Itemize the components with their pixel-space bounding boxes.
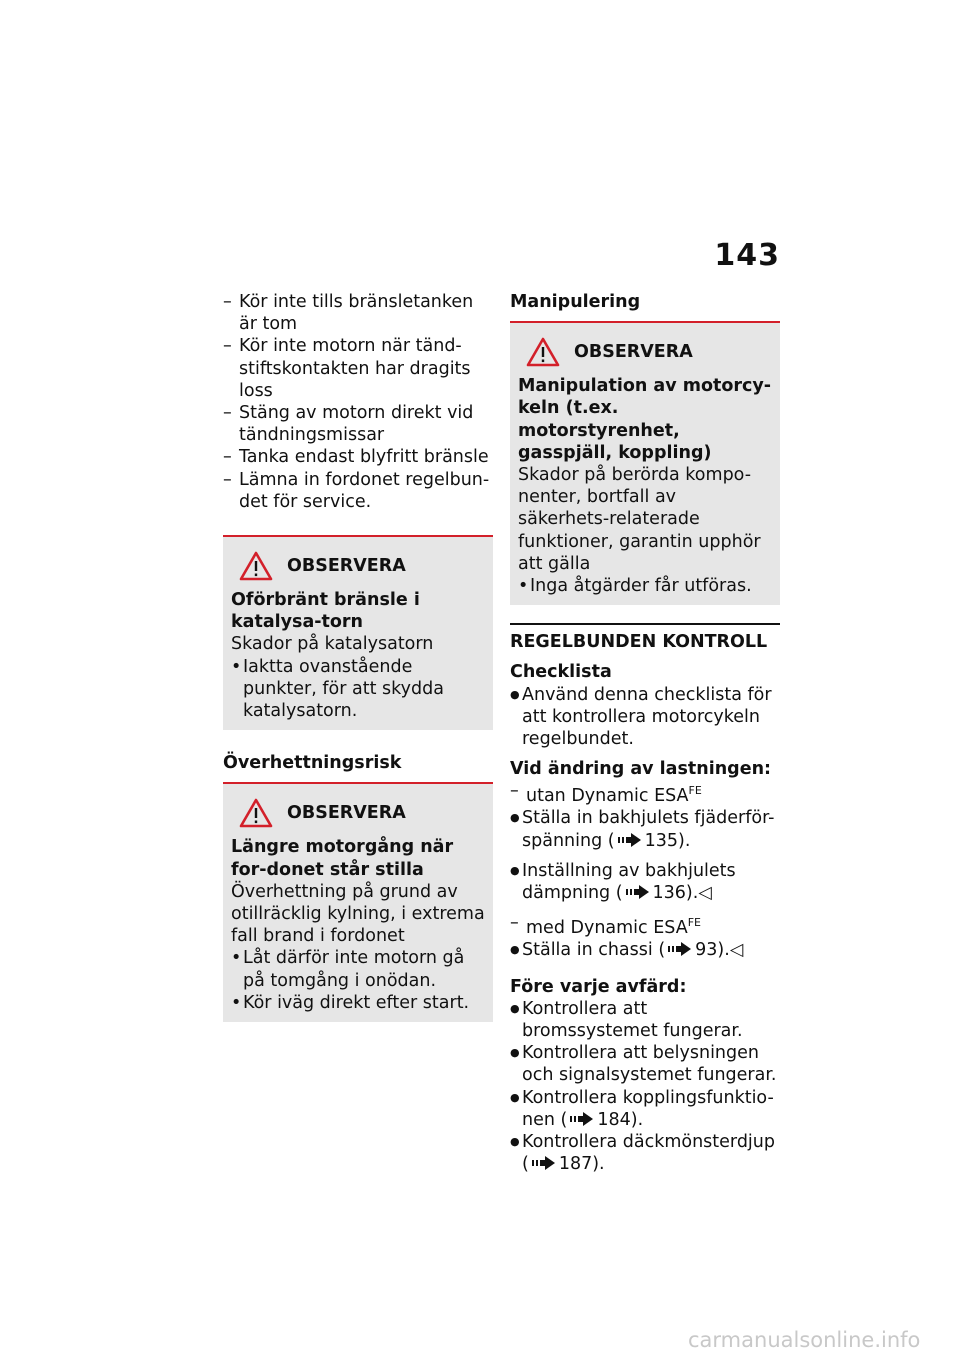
warning-title: OBSERVERA [287, 555, 406, 576]
load-actions [510, 939, 780, 961]
superscript: FE [687, 916, 701, 930]
condition-with-esa [510, 912, 780, 939]
page-reference[interactable]: 93).◁ [695, 940, 744, 961]
list-item: – Kör inte tills bränsletanken är tom [223, 291, 493, 335]
list-item [510, 1131, 780, 1175]
warning-subject: Längre motorgång när for-donet står stilla [231, 837, 454, 880]
load-actions [510, 860, 780, 904]
warning-box-manipulation [510, 321, 780, 605]
item-text: Kontrollera däckmönsterdjup ( [522, 1131, 775, 1175]
left-column [223, 291, 493, 1022]
warning-box-overheat [223, 782, 493, 1022]
section-title: REGELBUNDEN KONTROLL [510, 623, 780, 653]
list-item: – Kör inte motorn när tänd-stiftskontakten har dragits loss [223, 335, 493, 402]
warning-triangle-icon [526, 337, 560, 367]
warning-title: OBSERVERA [574, 342, 693, 363]
load-actions [510, 807, 780, 851]
list-item: ● Kontrollera att belysningen och signalsystemet fungerar. [510, 1042, 780, 1086]
warning-triangle-icon [239, 551, 273, 581]
overheat-heading: Överhettningsrisk [223, 753, 402, 774]
page-reference-arrow-icon [667, 942, 693, 956]
page-reference[interactable]: 136).◁ [652, 883, 712, 904]
warning-box-catalyst [223, 535, 493, 730]
load-change-heading: Vid ändring av lastningen: [510, 759, 772, 780]
item-text: Kontrollera kopplingsfunktio-nen ( [522, 1087, 774, 1130]
list-item [510, 807, 780, 851]
condition-text: med Dynamic ESA [526, 918, 688, 939]
warning-subject: Manipulation av motorcy-keln (t.ex. motorstyrenhet, gasspjäll, koppling) [518, 376, 772, 463]
checklist-list [510, 684, 780, 751]
condition-text: utan Dynamic ESA [526, 786, 689, 807]
warning-actions [231, 947, 485, 1014]
page-reference-arrow-icon [617, 833, 643, 847]
warning-actions [231, 656, 485, 723]
item-text: Ställa in bakhjulets fjäderför-spänning ( [522, 808, 775, 851]
page-reference[interactable]: 135). [644, 830, 691, 851]
precaution-list [223, 291, 493, 513]
list-item: • Kör iväg direkt efter start. [231, 992, 485, 1014]
warning-consequence: Skador på berörda kompo-nenter, bortfall av säkerhets-relaterade funktioner, garantin upphör att gälla [518, 465, 761, 574]
list-item: ● Kontrollera att bromssystemet fungerar. [510, 998, 780, 1042]
list-item: • Inga åtgärder får utföras. [518, 575, 772, 597]
before-ride-list [510, 998, 780, 1176]
right-column [510, 291, 780, 1175]
warning-consequence: Överhettning på grund av otillräcklig kylning, i extrema fall brand i fordonet [231, 881, 485, 947]
manipulation-heading: Manipulering [510, 292, 641, 312]
warning-title: OBSERVERA [287, 803, 406, 824]
list-item [510, 1087, 780, 1131]
page-reference-arrow-icon [569, 1112, 595, 1126]
list-item [510, 860, 780, 904]
list-item: – Lämna in fordonet regelbun-det för service. [223, 469, 493, 513]
item-text: Inställning av bakhjulets dämpning ( [522, 860, 736, 904]
warning-triangle-icon [239, 798, 273, 828]
page-number: 143 [714, 238, 780, 273]
list-item: – Stäng av motorn direkt vid tändningsmissar [223, 402, 493, 446]
page-reference[interactable]: 187). [558, 1154, 605, 1175]
before-ride-heading: Före varje avfärd: [510, 976, 687, 997]
warning-subject: Oförbränt bränsle i katalysa-torn [231, 590, 420, 633]
list-item: ● Använd denna checklista för att kontrollera motorcykeln regelbundet. [510, 684, 780, 751]
page-reference-arrow-icon [531, 1156, 557, 1170]
list-item: • Iaktta ovanstående punkter, för att skydda katalysatorn. [231, 656, 485, 723]
warning-actions [518, 575, 772, 597]
list-item: – Tanka endast blyfritt bränsle [223, 446, 493, 468]
list-item [510, 780, 780, 807]
item-text: Ställa in chassi ( [522, 940, 666, 961]
list-item [510, 912, 780, 939]
page-reference-arrow-icon [625, 885, 651, 899]
page-reference[interactable]: 184). [597, 1109, 644, 1130]
condition-without-esa [510, 780, 780, 807]
checklist-heading: Checklista [510, 662, 612, 683]
warning-consequence: Skador på katalysatorn [231, 634, 434, 655]
superscript: FE [688, 784, 702, 798]
list-item: • Låt därför inte motorn gå på tomgång i onödan. [231, 947, 485, 991]
watermark: carmanualsonline.info [688, 1328, 921, 1352]
list-item [510, 939, 780, 961]
